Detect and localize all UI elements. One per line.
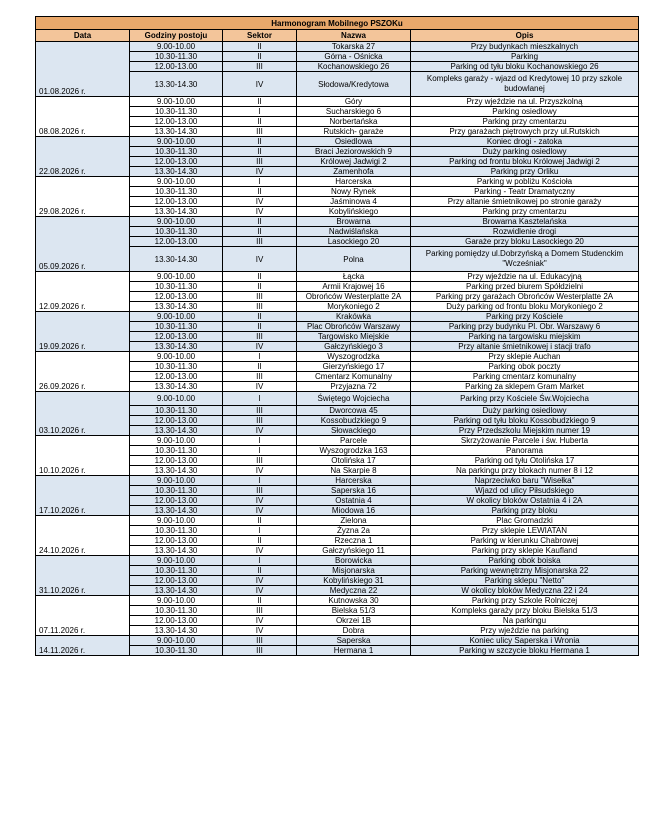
table-row <box>36 352 639 362</box>
name-cell: Kossobudzkiego 9 <box>297 416 411 426</box>
table-row <box>36 436 639 446</box>
name-cell: Kutnowska 30 <box>297 596 411 606</box>
name-cell: Kobylińskiego <box>297 207 411 217</box>
sector-cell: II <box>223 147 297 157</box>
hours-cell: 13.30-14.30 <box>130 207 223 217</box>
name-cell: Miodowa 16 <box>297 506 411 516</box>
description-cell: Przy wjeździe na ul. Edukacyjną <box>411 272 639 282</box>
hours-cell: 12.00-13.00 <box>130 576 223 586</box>
description-cell: Parking sklepu "Netto" <box>411 576 639 586</box>
hours-cell: 10.30-11.30 <box>130 526 223 536</box>
description-cell: Browarna Kasztelańska <box>411 217 639 227</box>
date-cell: 12.09.2026 r. <box>36 272 130 312</box>
hours-cell: 12.00-13.00 <box>130 237 223 247</box>
date-cell: 29.08.2026 r. <box>36 177 130 217</box>
name-cell: Parcele <box>297 436 411 446</box>
sector-cell: III <box>223 406 297 416</box>
hours-cell: 9.00-10.00 <box>130 217 223 227</box>
sector-cell: IV <box>223 626 297 636</box>
description-cell: Przy wjeździe na ul. Przyszkolną <box>411 97 639 107</box>
hours-cell: 9.00-10.00 <box>130 596 223 606</box>
sector-cell: III <box>223 636 297 646</box>
hours-cell: 9.00-10.00 <box>130 177 223 187</box>
sector-cell: II <box>223 272 297 282</box>
description-cell: Parking przed biurem Spółdzielni <box>411 282 639 292</box>
description-cell: W okolicy bloków Ostatnia 4 i 2A <box>411 496 639 506</box>
sector-cell: II <box>223 227 297 237</box>
name-cell: Świętego Wojciecha <box>297 392 411 406</box>
name-cell: Sucharskiego 6 <box>297 107 411 117</box>
hours-cell: 13.30-14.30 <box>130 247 223 272</box>
hours-cell: 10.30-11.30 <box>130 282 223 292</box>
sector-cell: I <box>223 177 297 187</box>
sector-cell: IV <box>223 506 297 516</box>
hours-cell: 9.00-10.00 <box>130 137 223 147</box>
hours-cell: 9.00-10.00 <box>130 476 223 486</box>
description-cell: Skrzyżowanie Parcele i św. Huberta <box>411 436 639 446</box>
sector-cell: III <box>223 62 297 72</box>
sector-cell: II <box>223 97 297 107</box>
description-cell: Parking osiedlowy <box>411 107 639 117</box>
name-cell: Królowej Jadwigi 2 <box>297 157 411 167</box>
description-cell: Parking cmentarz komunalny <box>411 372 639 382</box>
hours-cell: 12.00-13.00 <box>130 536 223 546</box>
table-row <box>36 42 639 52</box>
description-cell: Panorama <box>411 446 639 456</box>
name-cell: Braci Jeziorowskich 9 <box>297 147 411 157</box>
hours-cell: 13.30-14.30 <box>130 127 223 137</box>
sector-cell: IV <box>223 342 297 352</box>
sector-cell: II <box>223 516 297 526</box>
hours-cell: 12.00-13.00 <box>130 292 223 302</box>
name-cell: Otolińska 17 <box>297 456 411 466</box>
name-cell: Krakówka <box>297 312 411 322</box>
hours-cell: 13.30-14.30 <box>130 626 223 636</box>
sector-cell: III <box>223 646 297 656</box>
description-cell: Wjazd od ulicy Piłsudskiego <box>411 486 639 496</box>
table-row <box>36 392 639 406</box>
description-cell: Przy garażach piętrowych przy ul.Rutskich <box>411 127 639 137</box>
name-cell: Góry <box>297 97 411 107</box>
description-cell: Parking od tyłu bloku Kochanowskiego 26 <box>411 62 639 72</box>
name-cell: Okrzei 1B <box>297 616 411 626</box>
sector-cell: II <box>223 217 297 227</box>
table-row <box>36 636 639 646</box>
hours-cell: 12.00-13.00 <box>130 117 223 127</box>
sector-cell: IV <box>223 576 297 586</box>
name-cell: Norbertańska <box>297 117 411 127</box>
name-cell: Dobra <box>297 626 411 636</box>
hours-cell: 12.00-13.00 <box>130 416 223 426</box>
date-cell: 26.09.2026 r. <box>36 352 130 392</box>
sector-cell: III <box>223 157 297 167</box>
date-cell: 05.09.2026 r. <box>36 217 130 272</box>
name-cell: Borowicka <box>297 556 411 566</box>
sector-cell: IV <box>223 466 297 476</box>
name-cell: Saperska 16 <box>297 486 411 496</box>
name-cell: Browarna <box>297 217 411 227</box>
hours-cell: 13.30-14.30 <box>130 342 223 352</box>
column-header-date: Data <box>36 30 130 42</box>
hours-cell: 9.00-10.00 <box>130 97 223 107</box>
description-cell: Przy altanie śmietnikowej i stacji trafo <box>411 342 639 352</box>
hours-cell: 10.30-11.30 <box>130 362 223 372</box>
table-title: Harmonogram Mobilnego PSZOKu <box>36 17 639 30</box>
description-cell: Naprzeciwko baru "Wisełka" <box>411 476 639 486</box>
date-cell: 14.11.2026 r. <box>36 636 130 656</box>
description-cell: Parking obok poczty <box>411 362 639 372</box>
hours-cell: 10.30-11.30 <box>130 446 223 456</box>
name-cell: Obrońców Westerplatte 2A <box>297 292 411 302</box>
sector-cell: IV <box>223 496 297 506</box>
table-row <box>36 556 639 566</box>
name-cell: Kobylińskiego 31 <box>297 576 411 586</box>
description-cell: Parking przy Kościele Św.Wojciecha <box>411 392 639 406</box>
name-cell: Przyjazna 72 <box>297 382 411 392</box>
name-cell: Osiedlowa <box>297 137 411 147</box>
hours-cell: 13.30-14.30 <box>130 546 223 556</box>
sector-cell: II <box>223 52 297 62</box>
description-cell: Parking przy sklepie Kaufland <box>411 546 639 556</box>
description-cell: Na parkingu przy blokach numer 8 i 12 <box>411 466 639 476</box>
hours-cell: 9.00-10.00 <box>130 392 223 406</box>
sector-cell: II <box>223 566 297 576</box>
name-cell: Bielska 51/3 <box>297 606 411 616</box>
name-cell: Tokarska 27 <box>297 42 411 52</box>
table-row <box>36 137 639 147</box>
hours-cell: 10.30-11.30 <box>130 187 223 197</box>
description-cell: Parking w szczycie bloku Hermana 1 <box>411 646 639 656</box>
sector-cell: IV <box>223 167 297 177</box>
name-cell: Słodowa/Kredytowa <box>297 72 411 97</box>
name-cell: Jaśminowa 4 <box>297 197 411 207</box>
name-cell: Łącka <box>297 272 411 282</box>
sector-cell: I <box>223 476 297 486</box>
hours-cell: 10.30-11.30 <box>130 107 223 117</box>
description-cell: Duży parking osiedlowy <box>411 406 639 416</box>
date-cell: 10.10.2026 r. <box>36 436 130 476</box>
description-cell: Przy sklepie Auchan <box>411 352 639 362</box>
name-cell: Zamenhofa <box>297 167 411 177</box>
description-cell: Kompleks garaży - wjazd od Kredytowej 10 przy szkole budowlanej <box>411 72 639 97</box>
hours-cell: 12.00-13.00 <box>130 616 223 626</box>
sector-cell: IV <box>223 72 297 97</box>
description-cell: Parking - Teatr Dramatyczny <box>411 187 639 197</box>
description-cell: Rozwidlenie drogi <box>411 227 639 237</box>
description-cell: Plac Gromadzki <box>411 516 639 526</box>
description-cell: Parking obok boiska <box>411 556 639 566</box>
description-cell: Przy wjeździe na parking <box>411 626 639 636</box>
table-row <box>36 516 639 526</box>
name-cell: Wyszogrodzka <box>297 352 411 362</box>
sector-cell: II <box>223 536 297 546</box>
name-cell: Lasockiego 20 <box>297 237 411 247</box>
date-cell: 03.10.2026 r. <box>36 392 130 436</box>
date-cell: 19.09.2026 r. <box>36 312 130 352</box>
date-cell: 17.10.2026 r. <box>36 476 130 516</box>
hours-cell: 13.30-14.30 <box>130 586 223 596</box>
sector-cell: II <box>223 187 297 197</box>
hours-cell: 12.00-13.00 <box>130 496 223 506</box>
description-cell: Garaże przy bloku Lasockiego 20 <box>411 237 639 247</box>
name-cell: Polna <box>297 247 411 272</box>
name-cell: Morykoniego 2 <box>297 302 411 312</box>
description-cell: Kompleks garaży przy bloku Bielska 51/3 <box>411 606 639 616</box>
table-row <box>36 476 639 486</box>
description-cell: Duży parking osiedlowy <box>411 147 639 157</box>
sector-cell: III <box>223 127 297 137</box>
date-cell: 31.10.2026 r. <box>36 556 130 596</box>
description-cell: Parking pomiędzy ul.Dobrzyńską a Domem Studenckim "Wcześniak" <box>411 247 639 272</box>
hours-cell: 9.00-10.00 <box>130 42 223 52</box>
date-cell: 08.08.2026 r. <box>36 97 130 137</box>
sector-cell: III <box>223 456 297 466</box>
hours-cell: 13.30-14.30 <box>130 167 223 177</box>
name-cell: Rutskich- garaże <box>297 127 411 137</box>
table-row <box>36 272 639 282</box>
hours-cell: 10.30-11.30 <box>130 486 223 496</box>
description-cell: Parking przy cmentarzu <box>411 207 639 217</box>
description-cell: Przy Przedszkolu Miejskim numer 19 <box>411 426 639 436</box>
name-cell: Gierzyńskiego 17 <box>297 362 411 372</box>
table-row <box>36 596 639 606</box>
hours-cell: 10.30-11.30 <box>130 52 223 62</box>
hours-cell: 9.00-10.00 <box>130 556 223 566</box>
name-cell: Cmentarz Komunalny <box>297 372 411 382</box>
hours-cell: 9.00-10.00 <box>130 436 223 446</box>
name-cell: Rzeczna 1 <box>297 536 411 546</box>
sector-cell: IV <box>223 546 297 556</box>
description-cell: Parking <box>411 52 639 62</box>
hours-cell: 10.30-11.30 <box>130 606 223 616</box>
name-cell: Misjonarska <box>297 566 411 576</box>
description-cell: Przy altanie śmietnikowej po stronie garaży <box>411 197 639 207</box>
description-cell: Koniec drogi - zatoka <box>411 137 639 147</box>
sector-cell: I <box>223 526 297 536</box>
description-cell: Duży parking od frontu bloku Morykoniego 2 <box>411 302 639 312</box>
hours-cell: 12.00-13.00 <box>130 197 223 207</box>
sector-cell: IV <box>223 197 297 207</box>
description-cell: Parking przy bloku <box>411 506 639 516</box>
hours-cell: 9.00-10.00 <box>130 312 223 322</box>
description-cell: Koniec ulicy Saperska i Wronia <box>411 636 639 646</box>
sector-cell: III <box>223 302 297 312</box>
sector-cell: II <box>223 312 297 322</box>
description-cell: Przy sklepie LEWIATAN <box>411 526 639 536</box>
sector-cell: IV <box>223 616 297 626</box>
table-row <box>36 97 639 107</box>
sector-cell: I <box>223 556 297 566</box>
hours-cell: 13.30-14.30 <box>130 382 223 392</box>
date-cell: 22.08.2026 r. <box>36 137 130 177</box>
hours-cell: 9.00-10.00 <box>130 516 223 526</box>
sector-cell: III <box>223 416 297 426</box>
column-header-sector: Sektor <box>223 30 297 42</box>
sector-cell: III <box>223 332 297 342</box>
sector-cell: III <box>223 486 297 496</box>
hours-cell: 10.30-11.30 <box>130 322 223 332</box>
name-cell: Medyczna 22 <box>297 586 411 596</box>
hours-cell: 9.00-10.00 <box>130 636 223 646</box>
name-cell: Nowy Rynek <box>297 187 411 197</box>
name-cell: Gałczyńskiego 11 <box>297 546 411 556</box>
schedule-body <box>36 42 639 656</box>
sector-cell: I <box>223 436 297 446</box>
name-cell: Harcerska <box>297 177 411 187</box>
hours-cell: 10.30-11.30 <box>130 147 223 157</box>
name-cell: Ostatnia 4 <box>297 496 411 506</box>
sector-cell: I <box>223 107 297 117</box>
description-cell: Przy budynkach mieszkalnych <box>411 42 639 52</box>
schedule-table <box>35 16 639 656</box>
hours-cell: 10.30-11.30 <box>130 566 223 576</box>
description-cell: Parking od tyłu Otolińska 17 <box>411 456 639 466</box>
name-cell: Dworcowa 45 <box>297 406 411 416</box>
name-cell: Zielona <box>297 516 411 526</box>
name-cell: Żyzna 2a <box>297 526 411 536</box>
name-cell: Kochanowskiego 26 <box>297 62 411 72</box>
sector-cell: III <box>223 292 297 302</box>
description-cell: Parking przy garażach Obrońców Westerplatte 2A <box>411 292 639 302</box>
sector-cell: IV <box>223 426 297 436</box>
name-cell: Targowisko Miejskie <box>297 332 411 342</box>
sector-cell: I <box>223 392 297 406</box>
sector-cell: IV <box>223 586 297 596</box>
hours-cell: 13.30-14.30 <box>130 506 223 516</box>
name-cell: Saperska <box>297 636 411 646</box>
name-cell: Słowackiego <box>297 426 411 436</box>
date-cell: 24.10.2026 r. <box>36 516 130 556</box>
hours-cell: 13.30-14.30 <box>130 466 223 476</box>
description-cell: W okolicy bloków Medyczna 22 i 24 <box>411 586 639 596</box>
sector-cell: II <box>223 596 297 606</box>
description-cell: Parking za sklepem Gram Market <box>411 382 639 392</box>
name-cell: Hermana 1 <box>297 646 411 656</box>
hours-cell: 12.00-13.00 <box>130 456 223 466</box>
name-cell: Armii Krajowej 16 <box>297 282 411 292</box>
column-header-description: Opis <box>411 30 639 42</box>
sector-cell: I <box>223 446 297 456</box>
hours-cell: 12.00-13.00 <box>130 62 223 72</box>
name-cell: Na Skarpie 8 <box>297 466 411 476</box>
sector-cell: I <box>223 352 297 362</box>
table-row <box>36 217 639 227</box>
description-cell: Parking w pobliżu Kościoła <box>411 177 639 187</box>
description-cell: Parking od tyłu bloku Kossobudzkiego 9 <box>411 416 639 426</box>
column-header-hours: Godziny postoju <box>130 30 223 42</box>
sector-cell: IV <box>223 382 297 392</box>
sector-cell: IV <box>223 207 297 217</box>
sector-cell: IV <box>223 247 297 272</box>
sector-cell: III <box>223 237 297 247</box>
name-cell: Górna - Ośnicka <box>297 52 411 62</box>
sector-cell: II <box>223 117 297 127</box>
sector-cell: II <box>223 362 297 372</box>
sector-cell: II <box>223 322 297 332</box>
hours-cell: 12.00-13.00 <box>130 332 223 342</box>
hours-cell: 13.30-14.30 <box>130 426 223 436</box>
name-cell: Gałczyńskiego 3 <box>297 342 411 352</box>
description-cell: Na parkingu <box>411 616 639 626</box>
table-row <box>36 177 639 187</box>
name-cell: Plac Obrońców Warszawy <box>297 322 411 332</box>
description-cell: Parking wewnętrzny Misjonarska 22 <box>411 566 639 576</box>
description-cell: Parking przy Szkole Rolniczej <box>411 596 639 606</box>
sector-cell: III <box>223 606 297 616</box>
hours-cell: 10.30-11.30 <box>130 227 223 237</box>
hours-cell: 13.30-14.30 <box>130 72 223 97</box>
hours-cell: 13.30-14.30 <box>130 302 223 312</box>
sector-cell: II <box>223 42 297 52</box>
description-cell: Parking od frontu bloku Królowej Jadwigi 2 <box>411 157 639 167</box>
description-cell: Parking przy Orliku <box>411 167 639 177</box>
description-cell: Parking przy cmentarzu <box>411 117 639 127</box>
description-cell: Parking w kierunku Chabrowej <box>411 536 639 546</box>
hours-cell: 9.00-10.00 <box>130 272 223 282</box>
description-cell: Parking przy budynku Pl. Obr. Warszawy 6 <box>411 322 639 332</box>
sector-cell: III <box>223 372 297 382</box>
hours-cell: 10.30-11.30 <box>130 406 223 416</box>
table-row <box>36 312 639 322</box>
sector-cell: II <box>223 137 297 147</box>
name-cell: Wyszogrodzka 163 <box>297 446 411 456</box>
name-cell: Nadwiślańska <box>297 227 411 237</box>
date-cell: 01.08.2026 r. <box>36 42 130 97</box>
hours-cell: 12.00-13.00 <box>130 372 223 382</box>
description-cell: Parking przy Kościele <box>411 312 639 322</box>
date-cell: 07.11.2026 r. <box>36 596 130 636</box>
description-cell: Parking na targowisku miejskim <box>411 332 639 342</box>
hours-cell: 12.00-13.00 <box>130 157 223 167</box>
sector-cell: II <box>223 282 297 292</box>
hours-cell: 10.30-11.30 <box>130 646 223 656</box>
column-header-name: Nazwa <box>297 30 411 42</box>
name-cell: Harcerska <box>297 476 411 486</box>
hours-cell: 9.00-10.00 <box>130 352 223 362</box>
